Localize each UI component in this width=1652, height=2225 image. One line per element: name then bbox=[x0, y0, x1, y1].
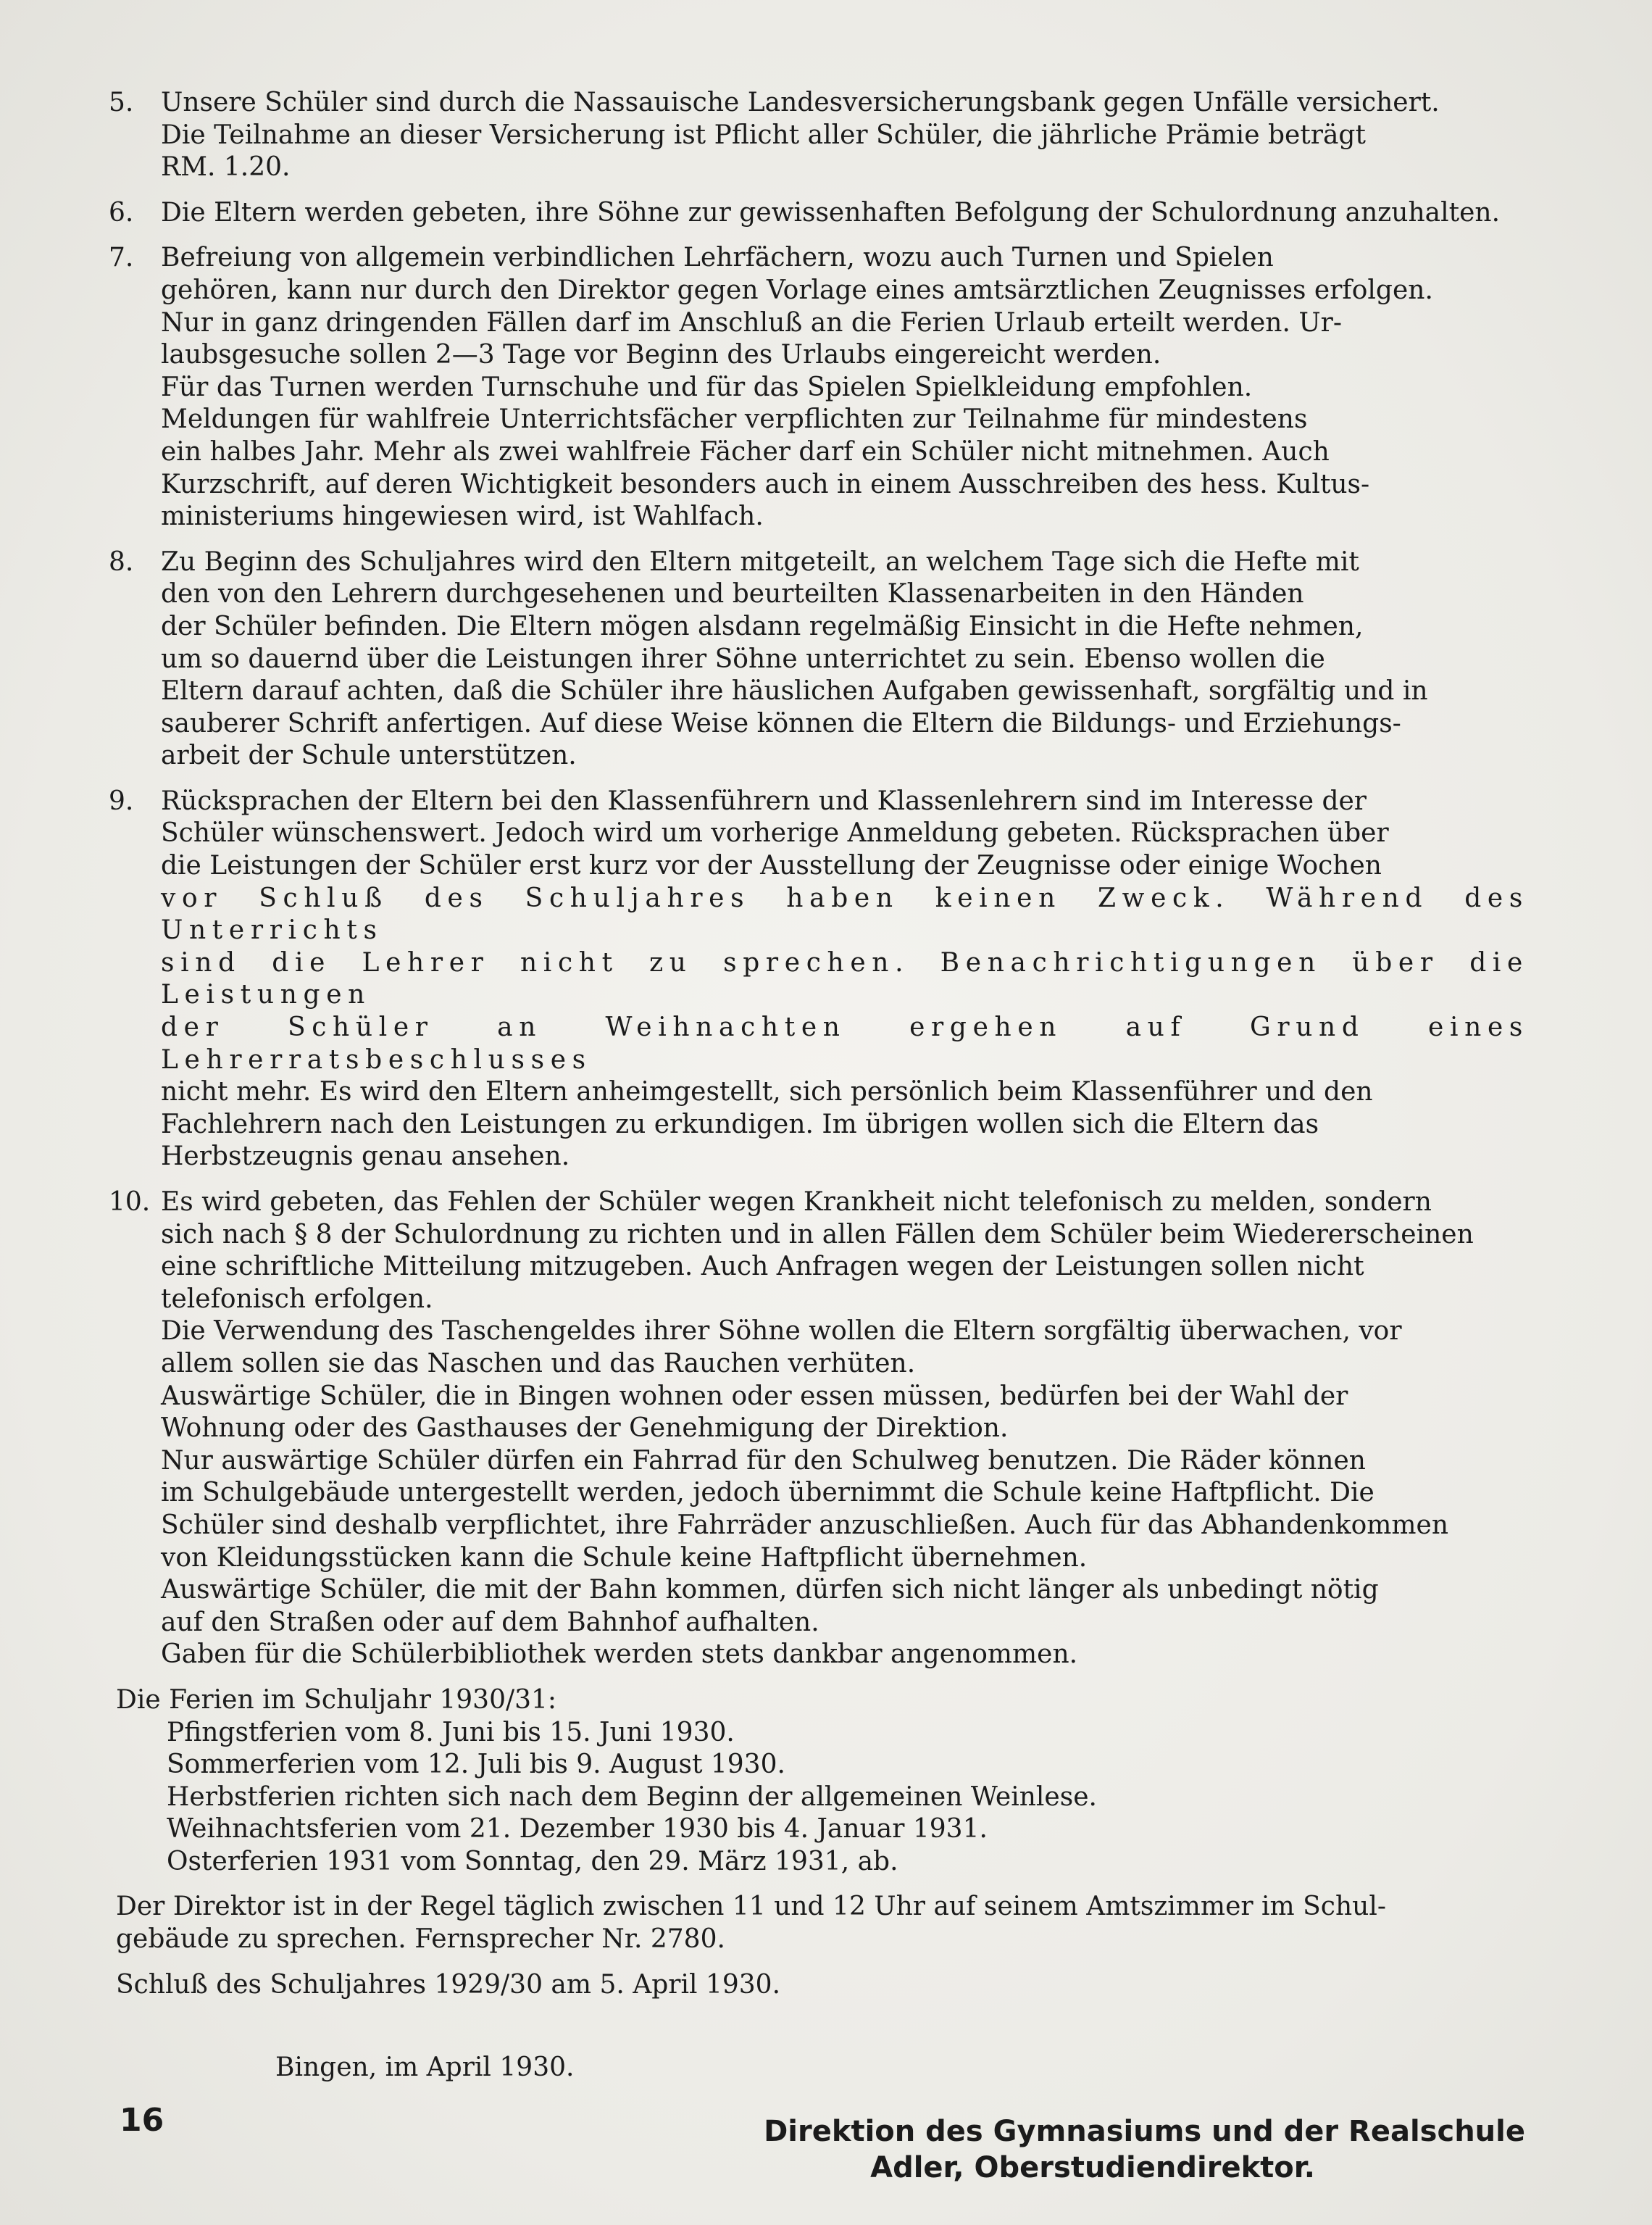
text-line: der Schüler an Weihnachten ergehen auf Grund eines Lehrerratsbeschlusses bbox=[161, 1012, 1529, 1075]
text-line: Auswärtige Schüler, die mit der Bahn kommen, dürfen sich nicht länger als unbedingt nötig bbox=[161, 1575, 1379, 1605]
text-line: auf den Straßen oder auf dem Bahnhof aufhalten. bbox=[161, 1607, 819, 1637]
ferien-section bbox=[116, 1684, 1529, 1879]
text-line: die Leistungen der Schüler erst kurz vor der Ausstellung der Zeugnisse oder einige Wochen bbox=[161, 851, 1382, 881]
text-line: Die Eltern werden gebeten, ihre Söhne zur gewissenhaften Befolgung der Schulordnung anzuhalten. bbox=[161, 197, 1501, 228]
text-line: RM. 1.20. bbox=[161, 152, 291, 183]
ferien-heading: Die Ferien im Schuljahr 1930/31: bbox=[116, 1684, 557, 1715]
paragraph-8 bbox=[109, 546, 1529, 773]
text-line: Schüler sind deshalb verpflichtet, ihre Fahrräder anzuschließen. Auch für das Abhandenkommen bbox=[161, 1510, 1449, 1540]
ferien-line: Herbstferien richten sich nach dem Beginn der allgemeinen Weinlese. bbox=[167, 1781, 1097, 1812]
ferien-line: Weihnachtsferien vom 21. Dezember 1930 bis 4. Januar 1931. bbox=[167, 1814, 988, 1845]
ferien-line: Pfingstferien vom 8. Juni bis 15. Juni 1930. bbox=[167, 1717, 735, 1747]
text-line: sind die Lehrer nicht zu sprechen. Benachrichtigungen über die Leistungen bbox=[161, 947, 1529, 1010]
paragraph-number: 6. bbox=[109, 197, 134, 228]
direktor-note bbox=[116, 1891, 1529, 1955]
text-line: um so dauernd über die Leistungen ihrer Söhne unterrichtet zu sein. Ebenso wollen die bbox=[161, 644, 1325, 674]
text-line: Zu Beginn des Schuljahres wird den Eltern mitgeteilt, an welchem Tage sich die Hefte mit bbox=[161, 546, 1359, 577]
schuljahr-ende bbox=[116, 1969, 1529, 2002]
page-number: 16 bbox=[120, 2102, 164, 2139]
text-line: ein halbes Jahr. Mehr als zwei wahlfreie Fächer darf ein Schüler nicht mitnehmen. Auch bbox=[161, 436, 1330, 467]
text-line: Nur in ganz dringenden Fällen darf im Anschluß an die Ferien Urlaub erteilt werden. Ur- bbox=[161, 307, 1343, 338]
paragraph-number: 5. bbox=[109, 88, 134, 117]
text-line: nicht mehr. Es wird den Eltern anheimgestellt, sich persönlich beim Klassenführer und den bbox=[161, 1077, 1373, 1107]
text-line: eine schriftliche Mitteilung mitzugeben. Auch Anfragen wegen der Leistungen sollen nicht bbox=[161, 1252, 1364, 1282]
text-line: gehören, kann nur durch den Direktor gegen Vorlage eines amtsärztlichen Zeugnisses erfolgen. bbox=[161, 275, 1433, 305]
signature-institution: Direktion des Gymnasiums und der Realschule bbox=[764, 2114, 1525, 2148]
signature-name: Adler, Oberstudiendirektor. bbox=[870, 2150, 1315, 2184]
text-line: Wohnung oder des Gasthauses der Genehmigung der Direktion. bbox=[161, 1413, 1009, 1444]
paragraph-7 bbox=[109, 242, 1529, 533]
text-line: Der Direktor ist in der Regel täglich zwischen 11 und 12 Uhr auf seinem Amtszimmer im Schul- bbox=[116, 1892, 1386, 1922]
paragraph-number: 9. bbox=[109, 786, 134, 816]
text-line: Für das Turnen werden Turnschuhe und für das Spielen Spielkleidung empfohlen. bbox=[161, 372, 1253, 402]
text-line: gebäude zu sprechen. Fernsprecher Nr. 2780. bbox=[116, 1924, 725, 1955]
paragraph-number: 8. bbox=[109, 546, 134, 577]
text-line: laubsgesuche sollen 2—3 Tage vor Beginn des Urlaubs eingereicht werden. bbox=[161, 340, 1161, 370]
text-line: Auswärtige Schüler, die in Bingen wohnen oder essen müssen, bedürfen bei der Wahl der bbox=[161, 1381, 1348, 1411]
text-line: Meldungen für wahlfreie Unterrichtsfächer verpflichten zur Teilnahme für mindestens bbox=[161, 404, 1308, 435]
ferien-line: Sommerferien vom 12. Juli bis 9. August 1930. bbox=[167, 1750, 785, 1780]
paragraph-10 bbox=[109, 1186, 1529, 1671]
text-line: den von den Lehrern durchgesehenen und beurteilten Klassenarbeiten in den Händen bbox=[161, 579, 1304, 610]
text-line: Die Teilnahme an dieser Versicherung ist Pflicht aller Schüler, die jährliche Prämie beträgt bbox=[161, 120, 1366, 150]
paragraph-5 bbox=[109, 87, 1529, 184]
text-line: Eltern darauf achten, daß die Schüler ihre häuslichen Aufgaben gewissenhaft, sorgfältig und in bbox=[161, 676, 1428, 707]
text-line: telefonisch erfolgen. bbox=[161, 1284, 433, 1314]
text-line: Herbstzeugnis genau ansehen. bbox=[161, 1141, 570, 1172]
text-line: sauberer Schrift anfertigen. Auf diese Weise können die Eltern die Bildungs- und Erziehungs- bbox=[161, 708, 1401, 739]
place-date: Bingen, im April 1930. bbox=[275, 2053, 575, 2083]
text-line: Fachlehrern nach den Leistungen zu erkundigen. Im übrigen wollen sich die Eltern das bbox=[161, 1109, 1319, 1139]
text-line: Gaben für die Schülerbibliothek werden stets dankbar angenommen. bbox=[161, 1639, 1078, 1670]
text-line: sich nach § 8 der Schulordnung zu richten und in allen Fällen dem Schüler beim Wiedererscheinen bbox=[161, 1219, 1474, 1249]
paragraph-number: 10. bbox=[109, 1187, 151, 1217]
text-line: vor Schluß des Schuljahres haben keinen Zweck. Während des Unterrichts bbox=[161, 883, 1529, 946]
text-line: Rücksprachen der Eltern bei den Klassenführern und Klassenlehrern sind im Interesse der bbox=[161, 786, 1367, 816]
signature-block bbox=[116, 2113, 1529, 2186]
text-line: Schüler wünschenswert. Jedoch wird um vorherige Anmeldung gebeten. Rücksprachen über bbox=[161, 818, 1389, 849]
text-line: Kurzschrift, auf deren Wichtigkeit besonders auch in einem Ausschreiben des hess. Kultus- bbox=[161, 469, 1370, 499]
text-line: Es wird gebeten, das Fehlen der Schüler wegen Krankheit nicht telefonisch zu melden, sondern bbox=[161, 1187, 1432, 1217]
text-line: Schluß des Schuljahres 1929/30 am 5. April 1930. bbox=[116, 1969, 781, 2000]
paragraph-6 bbox=[109, 197, 1529, 230]
page-body bbox=[109, 87, 1529, 2186]
text-line: von Kleidungsstücken kann die Schule keine Haftpflicht übernehmen. bbox=[161, 1542, 1088, 1573]
paragraph-number: 7. bbox=[109, 243, 134, 273]
ferien-line: Osterferien 1931 vom Sonntag, den 29. März 1931, ab. bbox=[167, 1846, 898, 1876]
text-line: ministeriums hingewiesen wird, ist Wahlfach. bbox=[161, 502, 764, 532]
paragraph-9 bbox=[109, 786, 1529, 1173]
text-line: der Schüler befinden. Die Eltern mögen alsdann regelmäßig Einsicht in die Hefte nehmen, bbox=[161, 611, 1364, 641]
text-line: arbeit der Schule unterstützen. bbox=[161, 741, 577, 771]
text-line: im Schulgebäude untergestellt werden, jedoch übernimmt die Schule keine Haftpflicht. Die bbox=[161, 1478, 1374, 1508]
text-line: Nur auswärtige Schüler dürfen ein Fahrrad für den Schulweg benutzen. Die Räder können bbox=[161, 1445, 1366, 1476]
text-line: Die Verwendung des Taschengeldes ihrer Söhne wollen die Eltern sorgfältig überwachen, vor bbox=[161, 1316, 1402, 1347]
text-line: Befreiung von allgemein verbindlichen Lehrfächern, wozu auch Turnen und Spielen bbox=[161, 243, 1274, 273]
text-line: Unsere Schüler sind durch die Nassauische Landesversicherungsbank gegen Unfälle versichert. bbox=[161, 88, 1440, 117]
text-line: allem sollen sie das Naschen und das Rauchen verhüten. bbox=[161, 1348, 916, 1378]
